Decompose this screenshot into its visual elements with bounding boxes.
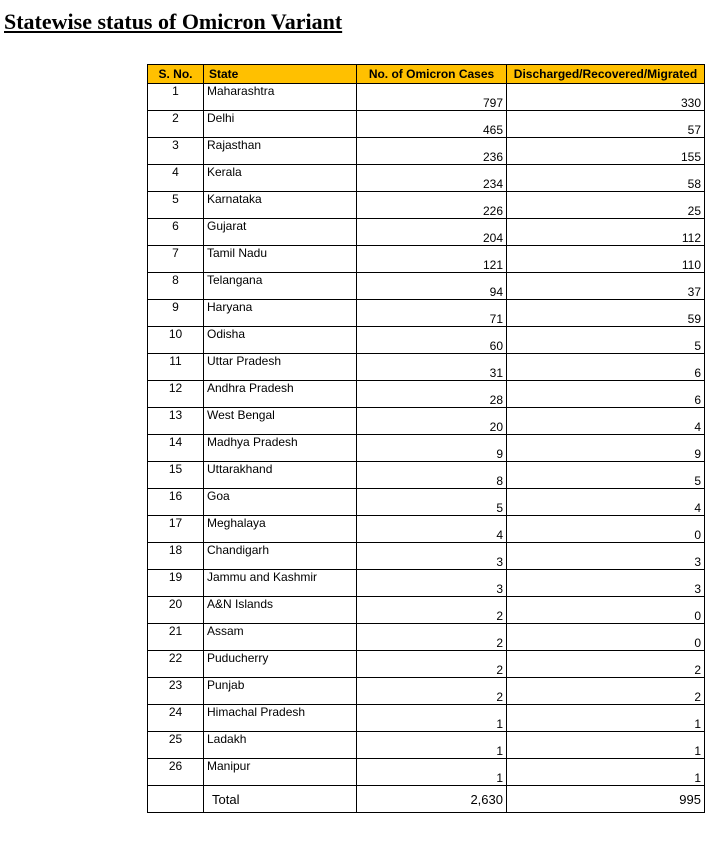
row-cases: 1 [357, 732, 507, 759]
table-row [148, 489, 705, 516]
table-row [148, 408, 705, 435]
total-label: Total [204, 786, 357, 813]
row-sno: 26 [148, 759, 204, 786]
row-cases: 4 [357, 516, 507, 543]
row-discharged: 1 [507, 705, 705, 732]
row-state: Uttarakhand [204, 462, 357, 489]
row-state: Manipur [204, 759, 357, 786]
header-row [148, 65, 705, 84]
row-discharged: 37 [507, 273, 705, 300]
row-sno: 24 [148, 705, 204, 732]
row-cases: 236 [357, 138, 507, 165]
table-row [148, 300, 705, 327]
table-row [148, 354, 705, 381]
row-sno: 6 [148, 219, 204, 246]
row-sno: 13 [148, 408, 204, 435]
row-discharged: 2 [507, 651, 705, 678]
row-sno: 7 [148, 246, 204, 273]
row-cases: 8 [357, 462, 507, 489]
table-row [148, 597, 705, 624]
row-cases: 1 [357, 705, 507, 732]
row-sno: 15 [148, 462, 204, 489]
table-row [148, 327, 705, 354]
row-discharged: 1 [507, 759, 705, 786]
row-discharged: 57 [507, 111, 705, 138]
row-discharged: 59 [507, 300, 705, 327]
row-state: Haryana [204, 300, 357, 327]
row-cases: 465 [357, 111, 507, 138]
row-sno: 20 [148, 597, 204, 624]
row-discharged: 6 [507, 381, 705, 408]
row-state: Rajasthan [204, 138, 357, 165]
table-row [148, 462, 705, 489]
header-state: State [204, 65, 357, 84]
row-cases: 121 [357, 246, 507, 273]
row-sno: 25 [148, 732, 204, 759]
row-state: Meghalaya [204, 516, 357, 543]
row-discharged: 2 [507, 678, 705, 705]
row-cases: 60 [357, 327, 507, 354]
row-sno: 12 [148, 381, 204, 408]
table-header [148, 65, 705, 84]
row-sno: 4 [148, 165, 204, 192]
row-state: Ladakh [204, 732, 357, 759]
row-discharged: 4 [507, 408, 705, 435]
total-discharged: 995 [507, 786, 705, 813]
row-discharged: 0 [507, 516, 705, 543]
row-discharged: 110 [507, 246, 705, 273]
table-row [148, 705, 705, 732]
total-row [148, 786, 705, 813]
row-discharged: 9 [507, 435, 705, 462]
row-sno: 22 [148, 651, 204, 678]
row-cases: 31 [357, 354, 507, 381]
row-discharged: 4 [507, 489, 705, 516]
header-discharged: Discharged/Recovered/Migrated [507, 65, 705, 84]
row-cases: 71 [357, 300, 507, 327]
row-cases: 797 [357, 84, 507, 111]
table-row [148, 192, 705, 219]
row-state: Chandigarh [204, 543, 357, 570]
row-discharged: 0 [507, 624, 705, 651]
row-sno: 21 [148, 624, 204, 651]
row-discharged: 58 [507, 165, 705, 192]
row-discharged: 155 [507, 138, 705, 165]
total-cases: 2,630 [357, 786, 507, 813]
table-row [148, 111, 705, 138]
row-discharged: 5 [507, 462, 705, 489]
row-sno: 9 [148, 300, 204, 327]
row-cases: 226 [357, 192, 507, 219]
total-sno-empty [148, 786, 204, 813]
table-body [148, 84, 705, 813]
row-state: Maharashtra [204, 84, 357, 111]
row-sno: 19 [148, 570, 204, 597]
row-cases: 3 [357, 570, 507, 597]
table-row [148, 651, 705, 678]
row-sno: 14 [148, 435, 204, 462]
row-state: A&N Islands [204, 597, 357, 624]
row-state: Karnataka [204, 192, 357, 219]
row-discharged: 3 [507, 570, 705, 597]
row-cases: 5 [357, 489, 507, 516]
row-state: Himachal Pradesh [204, 705, 357, 732]
header-sno: S. No. [148, 65, 204, 84]
table-row [148, 543, 705, 570]
table-row [148, 624, 705, 651]
row-state: Assam [204, 624, 357, 651]
row-cases: 2 [357, 678, 507, 705]
row-discharged: 3 [507, 543, 705, 570]
row-discharged: 6 [507, 354, 705, 381]
row-state: West Bengal [204, 408, 357, 435]
row-state: Andhra Pradesh [204, 381, 357, 408]
row-cases: 234 [357, 165, 507, 192]
row-sno: 17 [148, 516, 204, 543]
header-cases: No. of Omicron Cases [357, 65, 507, 84]
table-row [148, 570, 705, 597]
row-state: Gujarat [204, 219, 357, 246]
table-row [148, 435, 705, 462]
table-row [148, 732, 705, 759]
row-discharged: 5 [507, 327, 705, 354]
row-state: Madhya Pradesh [204, 435, 357, 462]
row-state: Tamil Nadu [204, 246, 357, 273]
row-discharged: 25 [507, 192, 705, 219]
row-cases: 94 [357, 273, 507, 300]
row-state: Uttar Pradesh [204, 354, 357, 381]
row-state: Jammu and Kashmir [204, 570, 357, 597]
row-discharged: 330 [507, 84, 705, 111]
row-cases: 2 [357, 651, 507, 678]
row-cases: 1 [357, 759, 507, 786]
row-state: Puducherry [204, 651, 357, 678]
table-row [148, 516, 705, 543]
row-state: Goa [204, 489, 357, 516]
row-cases: 3 [357, 543, 507, 570]
row-cases: 204 [357, 219, 507, 246]
row-discharged: 112 [507, 219, 705, 246]
row-sno: 2 [148, 111, 204, 138]
row-sno: 10 [148, 327, 204, 354]
table-row [148, 273, 705, 300]
row-cases: 2 [357, 624, 507, 651]
table-row [148, 165, 705, 192]
table-row [148, 759, 705, 786]
row-state: Odisha [204, 327, 357, 354]
row-cases: 2 [357, 597, 507, 624]
row-sno: 18 [148, 543, 204, 570]
page-title: Statewise status of Omicron Variant [4, 9, 343, 34]
table-row [148, 84, 705, 111]
row-cases: 28 [357, 381, 507, 408]
table-row [148, 138, 705, 165]
row-discharged: 0 [507, 597, 705, 624]
row-sno: 5 [148, 192, 204, 219]
row-sno: 11 [148, 354, 204, 381]
row-cases: 20 [357, 408, 507, 435]
omicron-status-table [147, 64, 705, 813]
row-sno: 16 [148, 489, 204, 516]
row-state: Delhi [204, 111, 357, 138]
row-sno: 8 [148, 273, 204, 300]
row-sno: 3 [148, 138, 204, 165]
table-row [148, 246, 705, 273]
table-row [148, 678, 705, 705]
row-sno: 23 [148, 678, 204, 705]
table-row [148, 381, 705, 408]
row-state: Telangana [204, 273, 357, 300]
row-discharged: 1 [507, 732, 705, 759]
row-cases: 9 [357, 435, 507, 462]
row-state: Punjab [204, 678, 357, 705]
row-sno: 1 [148, 84, 204, 111]
row-state: Kerala [204, 165, 357, 192]
table-row [148, 219, 705, 246]
